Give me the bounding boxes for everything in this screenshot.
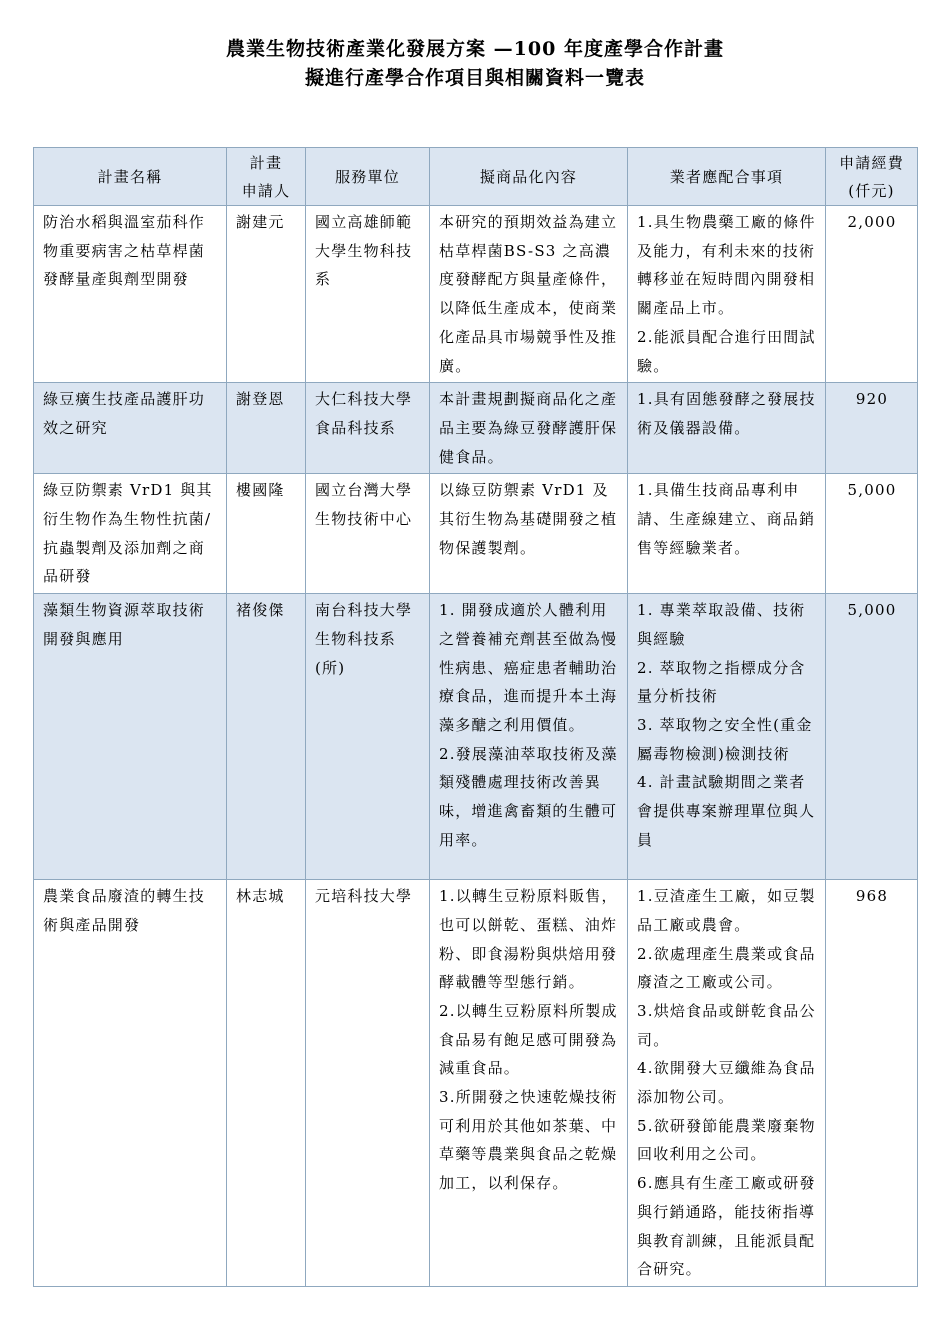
document-title: 農業生物技術產業化發展方案 —100 年度產學合作計畫 bbox=[226, 38, 724, 60]
requirement-item: 1.具生物農藥工廠的條件及能力，有利未來的技術轉移並在短時間內開發相關產品上市。 bbox=[637, 213, 816, 318]
project-name-cell: 綠豆癀生技產品護肝功效之研究 bbox=[34, 383, 227, 474]
applicant-cell: 褚俊傑 bbox=[227, 594, 306, 880]
requirements-cell bbox=[628, 206, 826, 383]
content-item: 本計畫規劃擬商品化之產品主要為綠豆發酵護肝保健食品。 bbox=[439, 390, 618, 466]
fee-cell: 5,000 bbox=[826, 474, 918, 594]
project-name-cell: 防治水稻與溫室茄科作物重要病害之枯草桿菌發酵量產與劑型開發 bbox=[34, 206, 227, 383]
requirement-item: 4. 計畫試驗期間之業者會提供專案辦理單位與人員 bbox=[637, 773, 816, 849]
project-name-cell: 藻類生物資源萃取技術開發與應用 bbox=[34, 594, 227, 880]
applicant-cell: 謝登恩 bbox=[227, 383, 306, 474]
table-row bbox=[34, 880, 918, 1287]
requirement-item: 2. 萃取物之指標成分含量分析技術 bbox=[637, 658, 806, 706]
header-requirements: 業者應配合事項 bbox=[628, 148, 826, 206]
header-applicant: 計畫 申請人 bbox=[227, 148, 306, 206]
project-name-cell: 綠豆防禦素 VrD1 與其衍生物作為生物性抗菌/抗蟲製劑及添加劑之商品研發 bbox=[34, 474, 227, 594]
content-cell bbox=[430, 474, 628, 594]
unit-cell: 大仁科技大學食品科技系 bbox=[306, 383, 430, 474]
fee-cell: 920 bbox=[826, 383, 918, 474]
requirement-item: 3. 萃取物之安全性(重金屬毒物檢測)檢測技術 bbox=[637, 715, 813, 763]
applicant-cell: 林志城 bbox=[227, 880, 306, 1287]
fee-cell: 968 bbox=[826, 880, 918, 1287]
table-row bbox=[34, 474, 918, 594]
unit-cell: 南台科技大學生物科技系(所) bbox=[306, 594, 430, 880]
content-cell bbox=[430, 206, 628, 383]
requirement-item: 5.欲研發節能農業廢棄物回收利用之公司。 bbox=[637, 1116, 816, 1164]
unit-cell: 元培科技大學 bbox=[306, 880, 430, 1287]
content-cell bbox=[430, 880, 628, 1287]
table-row bbox=[34, 594, 918, 880]
requirement-item: 1.具備生技商品專利申請、生產線建立、商品銷售等經驗業者。 bbox=[637, 481, 816, 557]
requirements-cell bbox=[628, 383, 826, 474]
unit-cell: 國立高雄師範大學生物科技系 bbox=[306, 206, 430, 383]
header-fee: 申請經費 (仟元) bbox=[826, 148, 918, 206]
table-row bbox=[34, 383, 918, 474]
requirement-item: 2.欲處理產生農業或食品廢渣之工廠或公司。 bbox=[637, 944, 816, 992]
requirements-cell bbox=[628, 474, 826, 594]
content-item: 1.以轉生豆粉原料販售，也可以餅乾、蛋糕、油炸粉、即食湯粉與烘焙用發酵載體等型態行銷。 bbox=[439, 887, 618, 992]
requirements-cell bbox=[628, 880, 826, 1287]
requirement-item: 1.豆渣產生工廠，如豆製品工廠或農會。 bbox=[637, 887, 816, 934]
header-unit: 服務單位 bbox=[306, 148, 430, 206]
requirement-item: 3.烘焙食品或餅乾食品公司。 bbox=[637, 1001, 816, 1049]
fee-cell: 2,000 bbox=[826, 206, 918, 383]
requirement-item: 6.應具有生產工廠或研發與行銷通路，能技術指導與教育訓練，且能派員配合研究。 bbox=[637, 1174, 816, 1279]
header-project-name: 計畫名稱 bbox=[34, 148, 227, 206]
content-cell bbox=[430, 594, 628, 880]
project-table bbox=[33, 147, 918, 1287]
document-subtitle: 擬進行產學合作項目與相關資料一覽表 bbox=[304, 67, 645, 89]
requirement-item: 1.具有固態發酵之發展技術及儀器設備。 bbox=[637, 390, 816, 437]
project-name-cell: 農業食品廢渣的轉生技術與產品開發 bbox=[34, 880, 227, 1287]
fee-cell: 5,000 bbox=[826, 594, 918, 880]
applicant-cell: 謝建元 bbox=[227, 206, 306, 383]
header-content: 擬商品化內容 bbox=[430, 148, 628, 206]
content-item: 1. 開發成適於人體利用之營養補充劑甚至做為慢性病患、癌症患者輔助治療食品，進而提升本土海藻多醣之利用價值。 bbox=[439, 601, 618, 734]
table-row bbox=[34, 206, 918, 383]
requirement-item: 1. 專業萃取設備、技術與經驗 bbox=[637, 601, 806, 648]
applicant-cell: 樓國隆 bbox=[227, 474, 306, 594]
content-item: 3.所開發之快速乾燥技術可利用於其他如茶葉、中草藥等農業與食品之乾燥加工，以利保存。 bbox=[439, 1088, 618, 1193]
content-item: 2.以轉生豆粉原料所製成食品易有飽足感可開發為減重食品。 bbox=[439, 1001, 618, 1078]
content-item: 本研究的預期效益為建立枯草桿菌BS-S3 之高濃度發酵配方與量產條件，以降低生產成本，使商業化產品具市場競爭性及推廣。 bbox=[439, 213, 618, 375]
unit-cell: 國立台灣大學生物技術中心 bbox=[306, 474, 430, 594]
content-item: 2.發展藻油萃取技術及藻類殘體處理技術改善異味，增進禽畜類的生體可用率。 bbox=[439, 744, 618, 849]
table-header-row bbox=[34, 148, 918, 206]
content-item: 以綠豆防禦素 VrD1 及其衍生物為基礎開發之植物保護製劑。 bbox=[439, 481, 618, 557]
requirement-item: 4.欲開發大豆纖維為食品添加物公司。 bbox=[637, 1059, 816, 1107]
requirements-cell bbox=[628, 594, 826, 880]
content-cell bbox=[430, 383, 628, 474]
requirement-item: 2.能派員配合進行田間試驗。 bbox=[637, 327, 816, 375]
